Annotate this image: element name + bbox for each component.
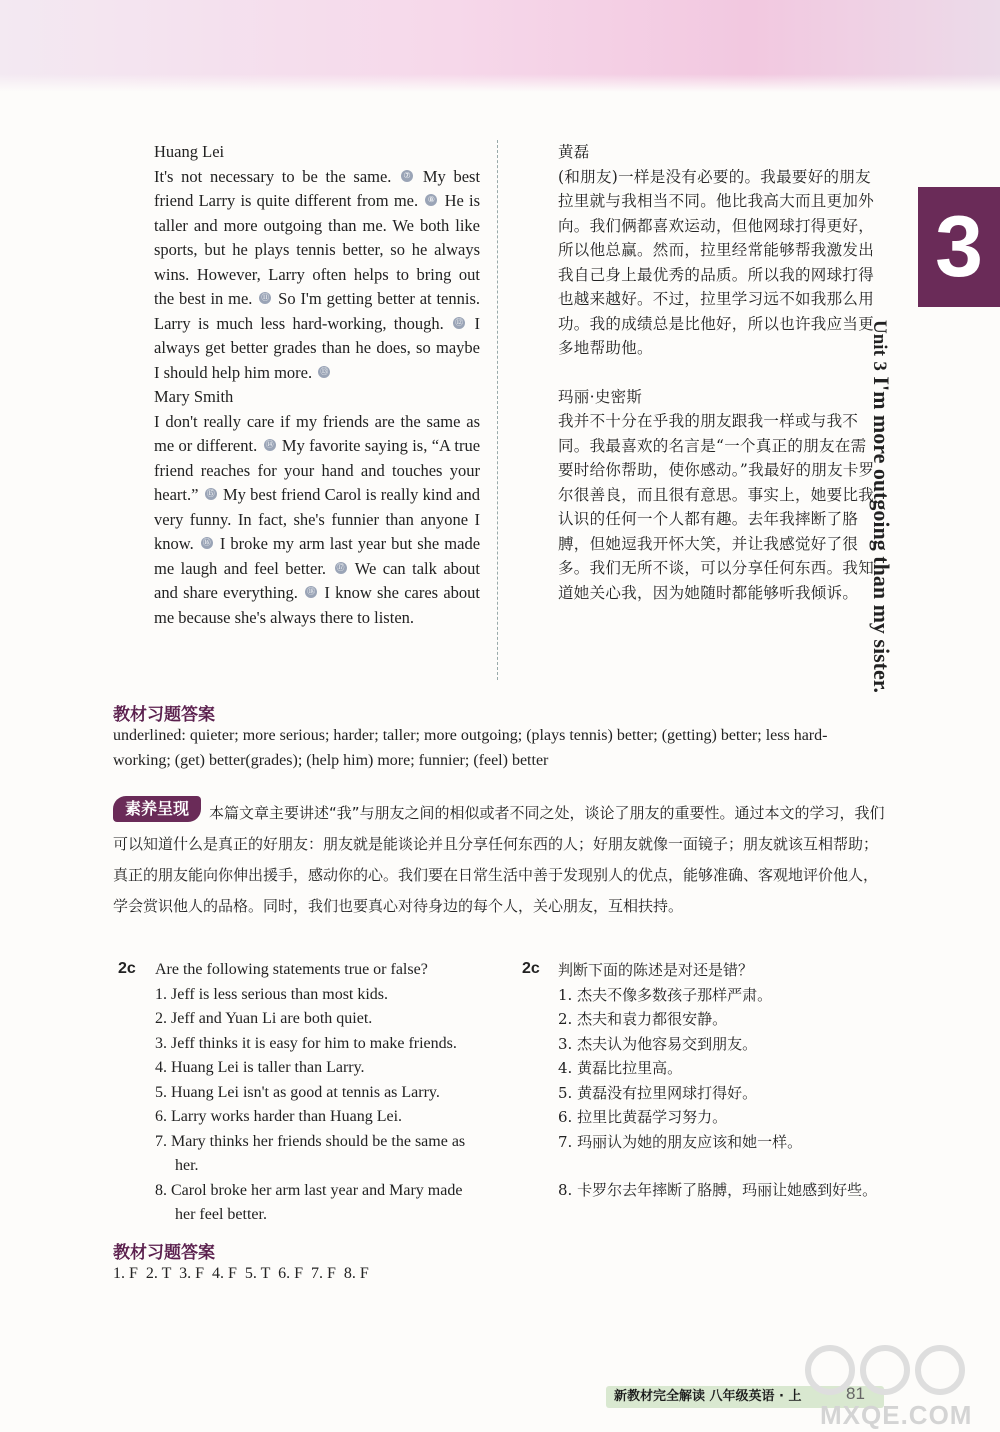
unit-number-tab: 3	[918, 187, 1000, 307]
paragraph-huang-lei: It's not necessary to be the same. ⑦ My best friend Larry is quite different from me. ⑧ He is taller and more outgoing than me. We both like sports, but he plays tennis better, so he always wins. However, Larry often helps to bring out the best in me. ⑪ So I'm getting better at tennis. Larry is much less hard-working, though. ⑫ I always get better grades than he does, so maybe I should help him more. ⑬	[154, 166, 481, 382]
sentence-marker-icon: ⑦	[401, 170, 413, 182]
page-number: 81	[846, 1384, 865, 1403]
answers-heading-2: 教材习题答案	[113, 1243, 215, 1263]
list-item: 5. Huang Lei isn't as good at tennis as Larry.	[155, 1083, 440, 1101]
unit-label: Unit	[869, 320, 890, 356]
list-item: 3. 杰夫认为他容易交到朋友。	[558, 1034, 758, 1053]
exercise-label: 2c	[118, 960, 136, 977]
watermark-text: MXQE.COM	[820, 1400, 973, 1430]
speaker-name: Mary Smith	[154, 387, 234, 406]
sentence-marker-icon: ⑭	[265, 440, 274, 449]
list-item: 1. Jeff is less serious than most kids.	[155, 985, 389, 1003]
paragraph-mary-smith-zh: 我并不十分在乎我的朋友跟我一样或与我不同。我最喜欢的名言是“一个真正的朋友在需要时给你帮助，使你感动。”我最好的朋友卡罗尔很善良，而且很有意思。事实上，她要比我认识的任何一个人都有趣。去年我摔断了胳膊，但她逗我开怀大笑，并让我感觉好了很多。我们无所不谈，可以分享任何东西。我知道她关心我，因为她随时都能够听我倾诉。	[558, 412, 875, 602]
footer-book-title: 新教材完全解读 八年级英语 · 上	[606, 1386, 884, 1408]
answers-text-2: 1. F 2. T 3. F 4. F 5. T 6. F 7. F 8. F	[113, 1265, 369, 1282]
sentence-marker-icon: ⑬	[320, 366, 329, 376]
speaker-name-zh: 黄磊	[558, 143, 590, 161]
reading-chinese-column	[558, 140, 876, 605]
sentence-marker-icon: ⑪	[261, 293, 270, 302]
summary-badge: 素养呈现	[113, 796, 201, 822]
exercise-prompt-zh: 判断下面的陈述是对还是错？	[558, 961, 754, 979]
list-item: 6. 拉里比黄磊学习努力。	[558, 1108, 728, 1126]
list-item: 7. Mary thinks her friends should be the same as her.	[155, 1132, 466, 1174]
exercise-chinese-list	[558, 958, 878, 1203]
list-item: 6. Larry works harder than Huang Lei.	[155, 1108, 403, 1125]
summary-text: 本篇文章主要讲述“我”与朋友之间的相似或者不同之处，谈论了朋友的重要性。通过本文的学习，我们可以知道什么是真正的好朋友：朋友就是能谈论并且分享任何东西的人；好朋友就像一面镜子；朋友就该互相帮助；真正的朋友能向你伸出援手，感动你的心。我们要在日常生活中善于发现别人的优点，能够准确、客观地评价他人，学会赏识他人的品格。同时，我们也要真心对待身边的每个人，关心朋友，互相扶持。	[113, 804, 885, 915]
exercise-prompt: Are the following statements true or false?	[155, 961, 428, 978]
sentence-marker-icon: ⑯	[202, 538, 211, 547]
paragraph-huang-lei-zh: (和朋友)一样是没有必要的。我最要好的朋友拉里就与我相当不同。他比我高大而且更加外向。我们俩都喜欢运动，但他网球打得更好，所以他总赢。然而，拉里经常能够帮我激发出我自己身上最优秀的品质。所以我的网球打得也越来越好。不过，拉里学习远不如我那么用功。我的成绩总是比他好，所以也许我应当更多地帮助他。	[558, 167, 875, 357]
top-decorative-band	[0, 0, 1000, 92]
sentence-marker-icon: ⑧	[425, 194, 437, 206]
exercise-label-zh: 2c	[522, 960, 540, 977]
speaker-name-zh: 玛丽·史密斯	[558, 387, 643, 406]
speaker-name: Huang Lei	[154, 142, 225, 161]
list-item: 4. Huang Lei is taller than Larry.	[155, 1059, 365, 1076]
sentence-marker-icon: ⑰	[336, 562, 345, 572]
unit-title: I'm more outgoing than my sister.	[869, 376, 894, 693]
list-item: 2. 杰夫和袁力都很安静。	[558, 1010, 728, 1028]
column-divider	[497, 140, 498, 680]
list-item: 8. Carol broke her arm last year and Mary made her feel better.	[155, 1181, 463, 1223]
sentence-marker-icon: ⑮	[206, 489, 215, 498]
answers-text: underlined: quieter; more serious; harder; taller; more outgoing; (plays tennis) better; (getting) better; less hard-working; (get) better(grades); (help him) more; funnier; (feel) better	[113, 727, 828, 769]
unit-label-number: 3	[869, 361, 890, 371]
list-item: 5. 黄磊没有拉里网球打得好。	[558, 1083, 758, 1102]
sentence-marker-icon: ⑫	[455, 317, 464, 327]
paragraph-mary-smith: I don't really care if my friends are the same as me or different. ⑭ My favorite saying is, “A true friend reaches for your hand and touches your heart.” ⑮ My best friend Carol is really kind and very funny. In fact, she's funnier than anyone I know. ⑯ I broke my arm last year but she made me laugh and feel better. ⑰ We can talk about and share everything. ⑱ I know she cares about me because she's always there to listen.	[154, 411, 481, 627]
list-item: 1. 杰夫不像多数孩子那样严肃。	[558, 985, 773, 1004]
list-item: 2. Jeff and Yuan Li are both quiet.	[155, 1010, 373, 1027]
sentence-marker-icon: ⑱	[307, 587, 316, 596]
reading-english-column	[154, 140, 480, 630]
list-item: 7. 玛丽认为她的朋友应该和她一样。	[558, 1132, 803, 1151]
exercise-english-list	[155, 958, 479, 1228]
list-item: 4. 黄磊比拉里高。	[558, 1059, 683, 1077]
list-item: 8. 卡罗尔去年摔断了胳膊，玛丽让她感到好些。	[558, 1181, 878, 1199]
answers-heading: 教材习题答案	[113, 705, 215, 725]
list-item: 3. Jeff thinks it is easy for him to make friends.	[155, 1034, 457, 1052]
